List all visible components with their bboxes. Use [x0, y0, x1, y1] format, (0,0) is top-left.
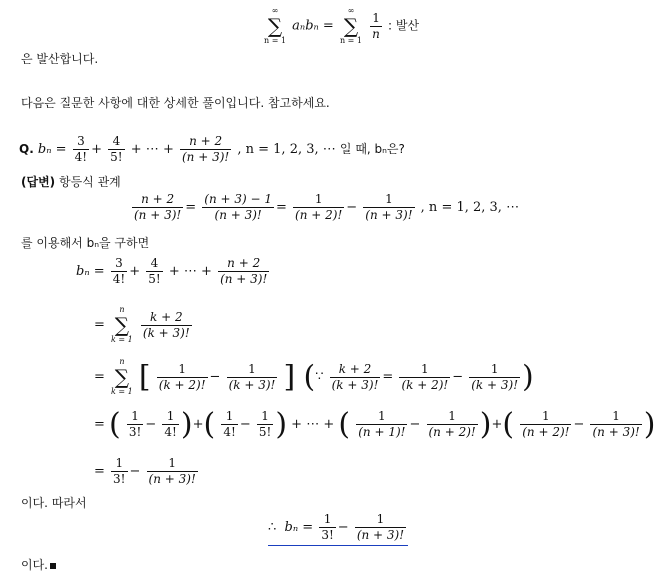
sum-symbol: ∞ ∑ n = 1 [264, 6, 287, 45]
text-line: 은 발산합니다. [21, 52, 99, 66]
derivation-step-4: = ( $\frac{1}{3!}$ − $\frac{1}{4!}$ )+( $\frac{1}{4!}$ − $\frac{1}{5!}$ ) + ⋯ + ( $\frac{1}{(n + 1)!}$ − $\frac{1}{(n + 2)!}$ )+( $\frac{1}{(n + 2)!}$ − $\frac{1}{(n + 3)!}$ ) [94, 407, 656, 442]
identity-equation: $\frac{n + 2}{(n + 3)!}$ = $\frac{(n + 3) - 1}{(n + 3)!}$ = $\frac{1}{(n + 2)!}$ − $\frac{1}{(n + 3)!}$ , n = 1, 2, 3, ⋯ [134, 192, 520, 222]
end-of-proof-icon [50, 563, 56, 569]
top-equation: ∞ ∑ n = 1 aₙbₙ = ∞ ∑ n = 1 $\frac{1}{n}$ : 발산 [264, 6, 420, 45]
final-result: ∴ bₙ = $\frac{1}{3!}$ − $\frac{1}{(n + 3)!}$ [268, 512, 408, 546]
text-line: 이다. [21, 556, 56, 573]
derivation-step-3: = n ∑ k = 1 [ $\frac{1}{(k + 2)!}$ − $\frac{1}{(k + 3)!}$ ] (∵ $\frac{k + 2}{(k + 3)!}$ = $\frac{1}{(k + 2)!}$ − $\frac{1}{(k + 3)!}$ ) [94, 357, 534, 396]
text-line: 를 이용해서 bₙ을 구하면 [21, 236, 150, 250]
question-line: Q. bₙ = $\frac{3}{4!}$ + $\frac{4}{5!}$ + ⋯ + $\frac{n + 2}{(n + 3)!}$ , n = 1, 2, 3, ⋯ 일 때, bₙ은? [19, 134, 405, 164]
fraction: $\frac{1}{n}$ [372, 10, 380, 41]
text-line: 이다. 따라서 [21, 496, 87, 510]
sum-symbol: ∞ ∑ n = 1 [339, 6, 362, 45]
derivation-step-5: = $\frac{1}{3!}$ − $\frac{1}{(n + 3)!}$ [94, 456, 196, 486]
text-line: 다음은 질문한 사항에 대한 상세한 풀이입니다. 참고하세요. [21, 96, 330, 110]
derivation-step-2: = n ∑ k = 1 $\frac{k + 2}{(k + 3)!}$ [94, 305, 190, 344]
answer-heading: (답변) 항등식 관계 [21, 175, 121, 189]
derivation-step-1: bₙ = $\frac{3}{4!}$ + $\frac{4}{5!}$ + ⋯ + $\frac{n + 2}{(n + 3)!}$ [76, 256, 268, 286]
